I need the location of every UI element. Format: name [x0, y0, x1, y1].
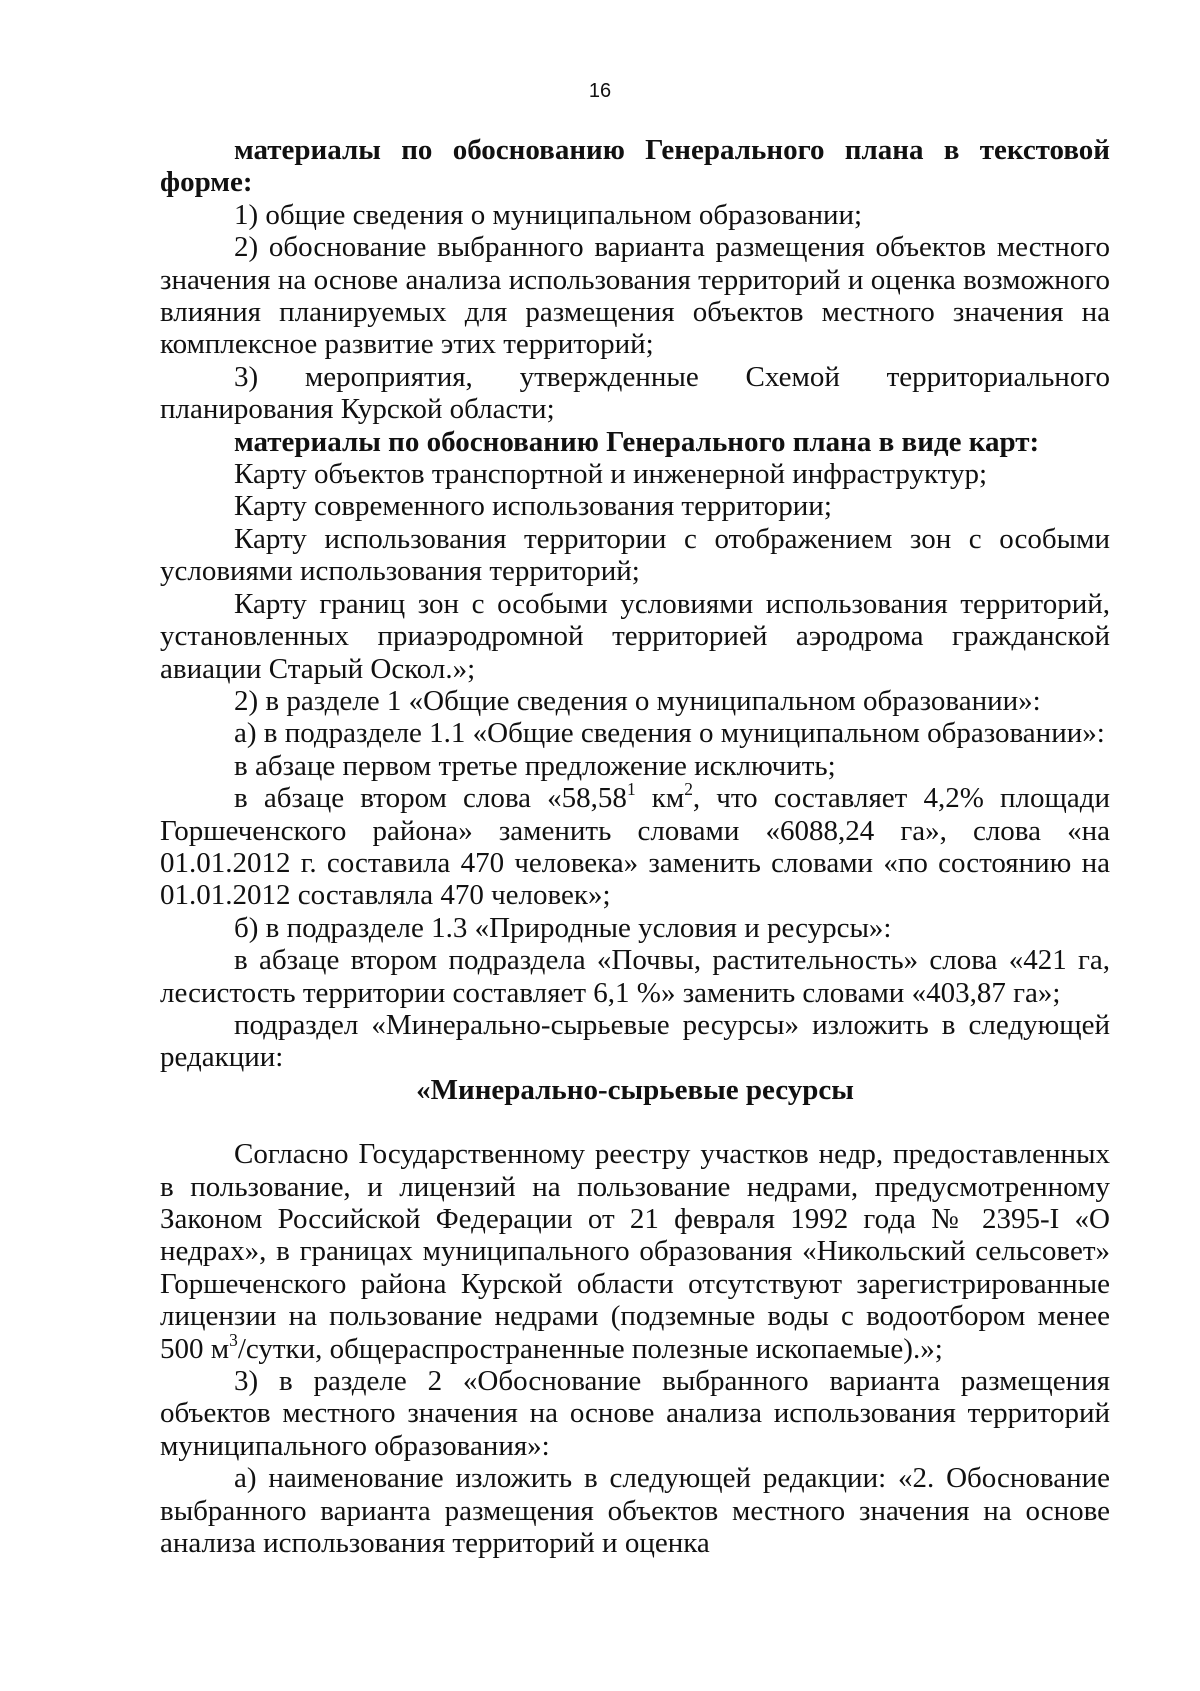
paragraph-first-abzac: в абзаце первом третье предложение исключить; — [234, 749, 836, 782]
paragraph-item-2: 2) обоснование выбранного варианта размещения объектов местного значения на основе анализа использования территорий и оценка возможного влияния планируемых для размещения объектов местного значения на комплексное развитие этих территорий; — [160, 231, 1110, 361]
paragraph-map-current-use: Карту современного использования территории; — [234, 490, 832, 523]
paragraph-second-abzac — [160, 778, 1111, 912]
paragraph-soils: в абзаце втором подраздела «Почвы, растительность» слова «421 га, лесистость территории составляет 6,1 %» заменить словами «403,87 га»; — [160, 944, 1110, 1009]
paragraph-section-1: 2) в разделе 1 «Общие сведения о муниципальном образовании»: — [234, 684, 1041, 717]
paragraph-map-airfield: Карту границ зон с особыми условиями использования территорий, установленных приаэродромной территорией аэродрома гражданской авиации Старый Оскол.»; — [160, 587, 1110, 685]
paragraph-item-3: 3) мероприятия, утвержденные Схемой территориального планирования Курской области; — [160, 360, 1110, 426]
text-run: в абзаце втором слова «58,58 — [234, 782, 627, 815]
section-heading: «Минерально-сырьевые ресурсы — [416, 1073, 854, 1106]
spacer — [160, 1106, 1110, 1138]
paragraph-rename: а) наименование изложить в следующей редакции: «2. Обоснование выбранного варианта размещения объектов местного значения на основе анализа использования территорий и оценка — [160, 1462, 1110, 1560]
page-number: 16 — [588, 80, 612, 102]
paragraph-map-zones: Карту использования территории с отображением зон с особыми условиями использования территорий; — [160, 522, 1110, 588]
superscript: 3 — [229, 1329, 238, 1350]
footnote-mark: 1 — [626, 778, 636, 799]
paragraph-section-2: 3) в разделе 2 «Обоснование выбранного варианта размещения объектов местного значения на основе анализа использования территорий муниципального образования»: — [160, 1365, 1110, 1462]
paragraph-map-infrastructure: Карту объектов транспортной и инженерной инфраструктур; — [234, 458, 988, 491]
text-run: км — [635, 782, 685, 815]
superscript: 2 — [684, 778, 693, 799]
text-run: /сутки, общераспространенные полезные ископаемые).»; — [237, 1332, 943, 1365]
text-run: , что составляет 4,2% площади Горшеченского района» заменить словами «6088,24 га», слова «на 01.01.2012 г. составила 470 человека» заменить словами «по состоянию на 01.01.2012 составляла 470 человек»; — [160, 782, 1111, 912]
paragraph-subsection-1-3: б) в подразделе 1.3 «Природные условия и ресурсы»: — [234, 911, 892, 944]
paragraph-registry — [160, 1138, 1110, 1365]
paragraph-mineral-intro: подраздел «Минерально-сырьевые ресурсы» изложить в следующей редакции: — [160, 1008, 1110, 1074]
paragraph-materials-text: материалы по обоснованию Генерального плана в текстовой форме: — [160, 134, 1110, 199]
paragraph-item-1: 1) общие сведения о муниципальном образовании; — [234, 198, 863, 231]
paragraph-subsection-1-1: а) в подразделе 1.1 «Общие сведения о муниципальном образовании»: — [234, 717, 1105, 750]
paragraph-materials-maps: материалы по обоснованию Генерального плана в виде карт: — [234, 425, 1040, 458]
text-run: Согласно Государственному реестру участков недр, предоставленных в пользование, и лицензий на пользование недрами, предусмотренному Законом Российской Федерации от 21 февраля 1992 года № 2395-I «О недрах», в границах муниципального образования «Никольский сельсовет» Горшеченского района Курской области отсутствуют зарегистрированные лицензии на пользование недрами (подземные воды с водоотбором менее 500 м — [160, 1138, 1110, 1365]
document-body — [160, 134, 1110, 1559]
